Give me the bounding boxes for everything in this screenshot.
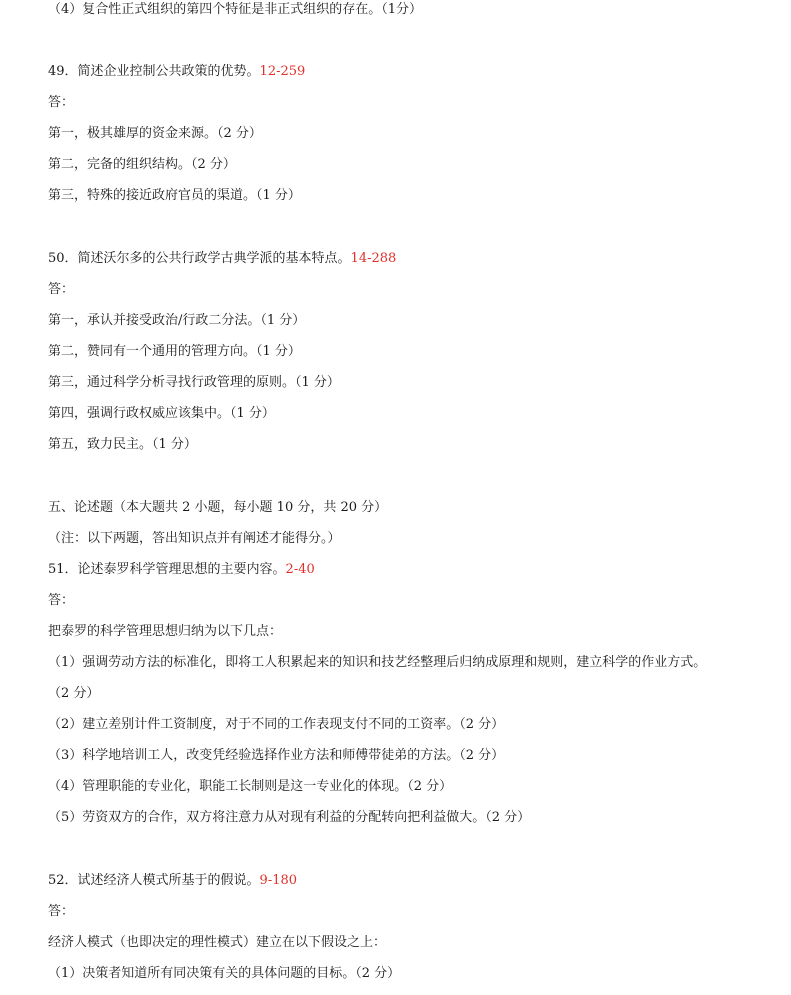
answer-point: 第一，极其雄厚的资金来源。（2 分） [48,126,262,141]
answer-point: 第五，致力民主。（1 分） [48,437,197,452]
answer-point: （1）决策者知道所有同决策有关的具体问题的目标。（2 分） [48,966,401,981]
page-reference: 12-259 [259,64,306,79]
answer-label: 答： [48,904,75,919]
answer-point: （4）管理职能的专业化，职能工长制则是这一专业化的体现。（2 分） [48,779,453,794]
answer-point: （1）强调劳动方法的标准化，即将工人积累起来的知识和技艺经整理后归纳成原理和规则，建立科学的作业方式。 [48,655,707,670]
question-50-heading: 50．简述沃尔多的公共行政学古典学派的基本特点。14-288 [48,251,397,266]
answer-point: （3）科学地培训工人，改变凭经验选择作业方法和师傅带徒弟的方法。（2 分） [48,748,505,763]
question-51-heading: 51．论述泰罗科学管理思想的主要内容。2-40 [48,562,315,577]
answer-point: 第一，承认并接受政治/行政二分法。（1 分） [48,313,306,328]
text-line: （4）复合性正式组织的第四个特征是非正式组织的存在。（1分） [48,2,423,17]
answer-intro: 把泰罗的科学管理思想归纳为以下几点： [48,624,283,639]
section-note: （注：以下两题，答出知识点并有阐述才能得分。） [48,531,341,546]
answer-intro: 经济人模式（也即决定的理性模式）建立在以下假设之上： [48,935,387,950]
answer-point: 第二，完备的组织结构。（2 分） [48,157,236,172]
section-heading: 五、论述题（本大题共 2 小题，每小题 10 分，共 20 分） [48,500,388,515]
question-49-heading: 49．简述企业控制公共政策的优势。12-259 [48,64,306,79]
page-reference: 9-180 [259,873,298,888]
answer-point: 第三，通过科学分析寻找行政管理的原则。（1 分） [48,375,340,390]
answer-point-continued: （2 分） [48,686,100,701]
answer-point: 第四，强调行政权威应该集中。（1 分） [48,406,275,421]
question-52-heading: 52．试述经济人模式所基于的假说。9-180 [48,873,298,888]
answer-point: 第二，赞同有一个通用的管理方向。（1 分） [48,344,301,359]
page-reference: 2-40 [285,562,315,577]
answer-point: 第三，特殊的接近政府官员的渠道。（1 分） [48,188,301,203]
page-reference: 14-288 [350,251,397,266]
answer-label: 答： [48,282,75,297]
answer-label: 答： [48,95,75,110]
answer-point: （2）建立差别计件工资制度，对于不同的工作表现支付不同的工资率。（2 分） [48,717,505,732]
answer-label: 答： [48,593,75,608]
answer-point: （5）劳资双方的合作，双方将注意力从对现有利益的分配转向把利益做大。（2 分） [48,810,531,825]
